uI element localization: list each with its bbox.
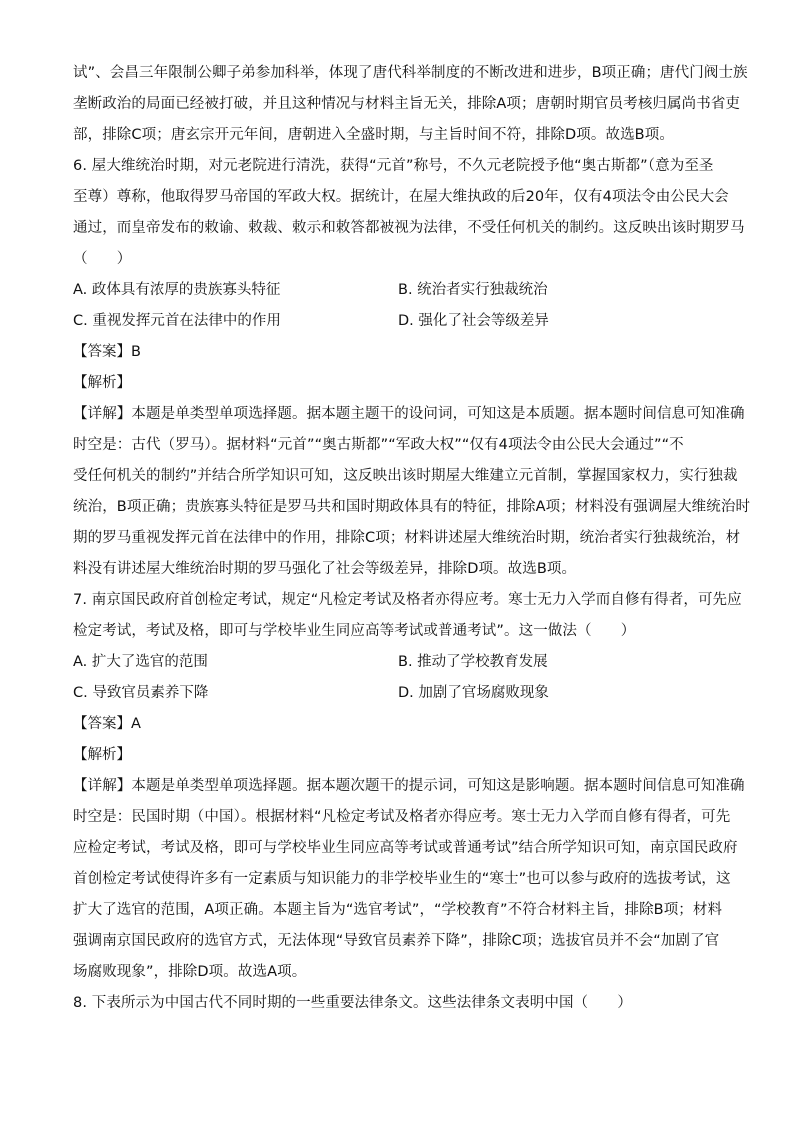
- option-b: B. 统治者实行独裁统治: [398, 282, 548, 298]
- question-stem-line: 8. 下表所示为中国古代不同时期的一些重要法律条文。这些法律条文表明中国（ ）: [73, 995, 632, 1011]
- answer-line: [73, 337, 733, 368]
- option-b: B. 推动了学校教育发展: [398, 654, 548, 670]
- option-c: C. 重视发挥元首在法律中的作用: [73, 313, 281, 329]
- question-8: [73, 988, 733, 1019]
- options-row: [73, 275, 733, 306]
- intro-line: 部，排除C项；唐玄宗开元年间，唐朝进入全盛时期，与主旨时间不符，排除D项。故选B项。: [73, 127, 674, 143]
- detail-line: 首创检定考试使得许多有一定素质与知识能力的非学校毕业生的“寒士”也可以参与政府的选拔考试，这: [73, 871, 731, 887]
- detail-line: 时空是：古代（罗马）。据材料“元首”“奥古斯都”“军政大权”“仅有4项法令由公民大会通过”“不: [73, 437, 684, 453]
- option-d: D. 强化了社会等级差异: [398, 313, 549, 329]
- detail-line: 场腐败现象”，排除D项。故选A项。: [73, 964, 307, 980]
- detail-line: [73, 771, 745, 802]
- question-stem-line: 至尊）尊称，他取得罗马帝国的军政大权。据统计，在屋大维执政的后20年，仅有4项法令由公民大会: [73, 189, 729, 205]
- detail-paragraph: [73, 771, 745, 988]
- options-row: [73, 306, 733, 337]
- analysis-label: 【解析】: [73, 747, 131, 763]
- options-row: [73, 678, 733, 709]
- answer-label: 【答案】: [73, 716, 131, 732]
- detail-label: 【详解】: [73, 406, 132, 422]
- answer-value: A: [131, 716, 141, 732]
- detail-line: 强调南京国民政府的选官方式，无法体现“导致官员素养下降”，排除C项；选拔官员并不会“加剧了官: [73, 933, 720, 949]
- intro-line: 垄断政治的局面已经被打破，并且这种情况与材料主旨无关，排除A项；唐朝时期官员考核归属尚书省吏: [73, 96, 741, 112]
- question-stem-line: 检定考试，考试及格，即可与学校毕业生同应高等考试或普通考试”。这一做法（ ）: [73, 623, 636, 639]
- detail-line: 料没有讲述屋大维统治时期的罗马强化了社会等级差异，排除D项。故选B项。: [73, 561, 577, 577]
- detail-label: 【详解】: [73, 778, 132, 794]
- question-stem-line: 6. 屋大维统治时期，对元老院进行清洗，获得“元首”称号，不久元老院授予他“奥古斯都”（意为至圣: [73, 158, 714, 174]
- answer-value: B: [131, 344, 141, 360]
- detail-line: 受任何机关的制约”并结合所学知识可知，这反映出该时期屋大维建立元首制，掌握国家权力，实行独裁: [73, 468, 738, 484]
- analysis-label: 【解析】: [73, 375, 131, 391]
- detail-text: 本题是单类型单项选择题。据本题次题干的提示词，可知这是影响题。据本题时间信息可知准确: [131, 778, 745, 794]
- answer-line: [73, 709, 733, 740]
- question-stem-line: 通过，而皇帝发布的敕谕、敕裁、敕示和敕答都被视为法律，不受任何机关的制约。这反映出该时期罗马: [73, 220, 745, 236]
- detail-line: 扩大了选官的范围，A项正确。本题主旨为“选官考试”，“学校教育”不符合材料主旨，排除B项；材料: [73, 902, 723, 918]
- detail-paragraph: [73, 399, 751, 585]
- detail-line: 期的罗马重视发挥元首在法律中的作用，排除C项；材料讲述屋大维统治时期，统治者实行独裁统治，材: [73, 530, 741, 546]
- option-d: D. 加剧了官场腐败现象: [398, 685, 549, 701]
- question-stem-line: 7. 南京国民政府首创检定考试，规定“凡检定考试及格者亦得应考。寒士无力入学而自修有得者，可先应: [73, 592, 742, 608]
- intro-line: 试”、会昌三年限制公卿子弟参加科举，体现了唐代科举制度的不断改进和进步，B项正确；唐代门阀士族: [73, 65, 748, 81]
- question-6: [73, 151, 751, 585]
- detail-line: [73, 399, 745, 430]
- option-c: C. 导致官员素养下降: [73, 685, 209, 701]
- detail-line: 应检定考试，考试及格，即可与学校毕业生同应高等考试或普通考试”结合所学知识可知，南京国民政府: [73, 840, 738, 856]
- options-row: [73, 647, 733, 678]
- detail-line: 统治，B项正确；贵族寡头特征是罗马共和国时期政体具有的特征，排除A项；材料没有强调屋大维统治时: [73, 499, 751, 515]
- detail-text: 本题是单类型单项选择题。据本题主题干的设问词，可知这是本质题。据本题时间信息可知准确: [131, 406, 745, 422]
- document-page: [73, 58, 751, 1019]
- intro-paragraph: [73, 58, 748, 151]
- question-7: [73, 585, 745, 988]
- question-stem-line: （ ）: [73, 251, 132, 267]
- option-a: A. 政体具有浓厚的贵族寡头特征: [73, 282, 281, 298]
- option-a: A. 扩大了选官的范围: [73, 654, 208, 670]
- detail-line: 时空是：民国时期（中国）。根据材料“凡检定考试及格者亦得应考。寒士无力入学而自修有得者，可先: [73, 809, 731, 825]
- answer-label: 【答案】: [73, 344, 131, 360]
